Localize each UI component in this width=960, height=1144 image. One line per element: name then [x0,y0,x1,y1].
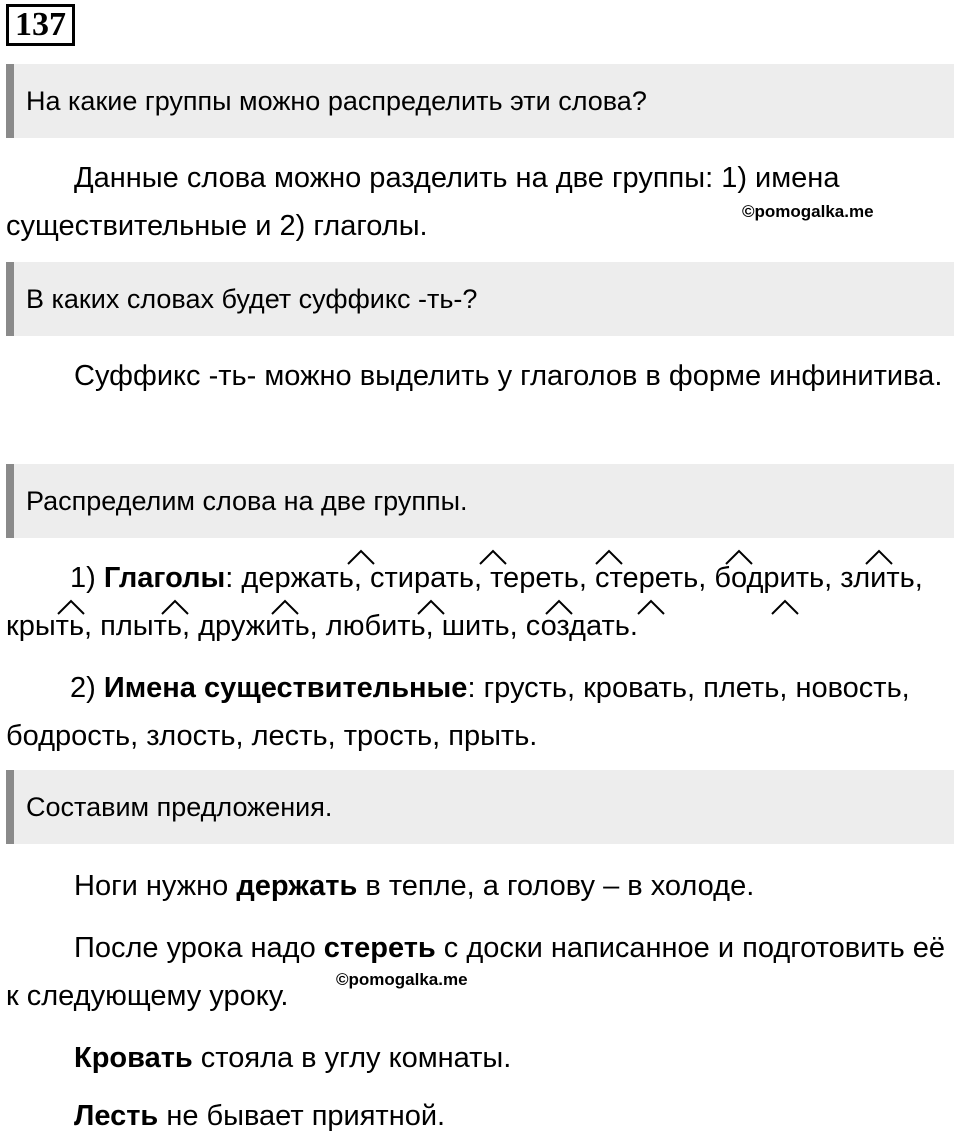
question-bar-4 [6,770,954,844]
sentence-keyword: Лесть [74,1100,159,1132]
sentence-text: не бывает приятной. [158,1100,446,1132]
sentence-4 [6,1092,950,1140]
sentence-1 [6,862,950,910]
question-text: Составим предложения. [26,792,333,822]
suffix-mark [636,598,666,616]
suffix-mark [160,598,190,616]
question-text: На какие группы можно распределить эти слова? [26,86,647,116]
sentence-3 [6,1034,950,1082]
sentence-text: в тепле, а голову – в холоде. [357,870,755,902]
group-title: Имена существительные [103,672,468,704]
group-number: 1) [70,562,96,594]
sentence-keyword: Кровать [74,1042,193,1074]
sentence-keyword: стереть [323,932,436,964]
suffix-mark [544,598,574,616]
suffix-mark [416,598,446,616]
question-text: В каких словах будет суффикс -ть-? [26,284,478,314]
suffix-mark [56,598,86,616]
sentence-text: стояла в углу комнаты. [192,1042,512,1074]
suffix-mark [346,548,376,566]
group-number: 2) [70,672,96,704]
answer-paragraph-2: Суффикс -ть- можно выделить у глаголов в форме инфинитива. [74,360,943,392]
question-bar-1 [6,64,954,138]
question-bar-3 [6,464,954,538]
suffix-mark [478,548,508,566]
watermark: ©pomogalka.me [336,970,468,989]
suffix-mark [724,548,754,566]
sentence-text: с доски написанное и подготовить её к следующему уроку. [6,932,946,1012]
sentence-2 [6,924,950,1020]
group-nouns: 2) Имена существительные: грусть, кровать, плеть, новость, бодрость, злость, лесть, трость, прыть. [6,672,910,752]
suffix-mark [770,598,800,616]
question-text: Распределим слова на две группы. [26,486,468,516]
sentence-text: Ноги нужно [74,870,237,902]
task-number: 137 [6,4,75,46]
suffix-mark [864,548,894,566]
group-verbs: 1) Глаголы: держать, стирать, тереть, стереть, бодрить, злить, крыть, плыть, дружить, любить, шить, создать. [6,562,923,642]
watermark: ©pomogalka.me [742,202,874,221]
sentence-keyword: держать [236,870,358,902]
suffix-mark [594,548,624,566]
suffix-mark [270,598,300,616]
group-title: Глаголы [103,562,226,594]
group-words: грусть, кровать, плеть, новость, бодрость, злость, лесть, трость, прыть. [6,672,910,752]
sentence-text: После урока надо [74,932,324,964]
question-bar-2 [6,262,954,336]
group-words: держать, стирать, тереть, стереть, бодрить, злить, крыть, плыть, дружить, любить, шить, создать. [6,562,923,642]
answer-paragraph-1: Данные слова можно разделить на две группы: 1) имена существительные и 2) глаголы. [6,162,840,242]
